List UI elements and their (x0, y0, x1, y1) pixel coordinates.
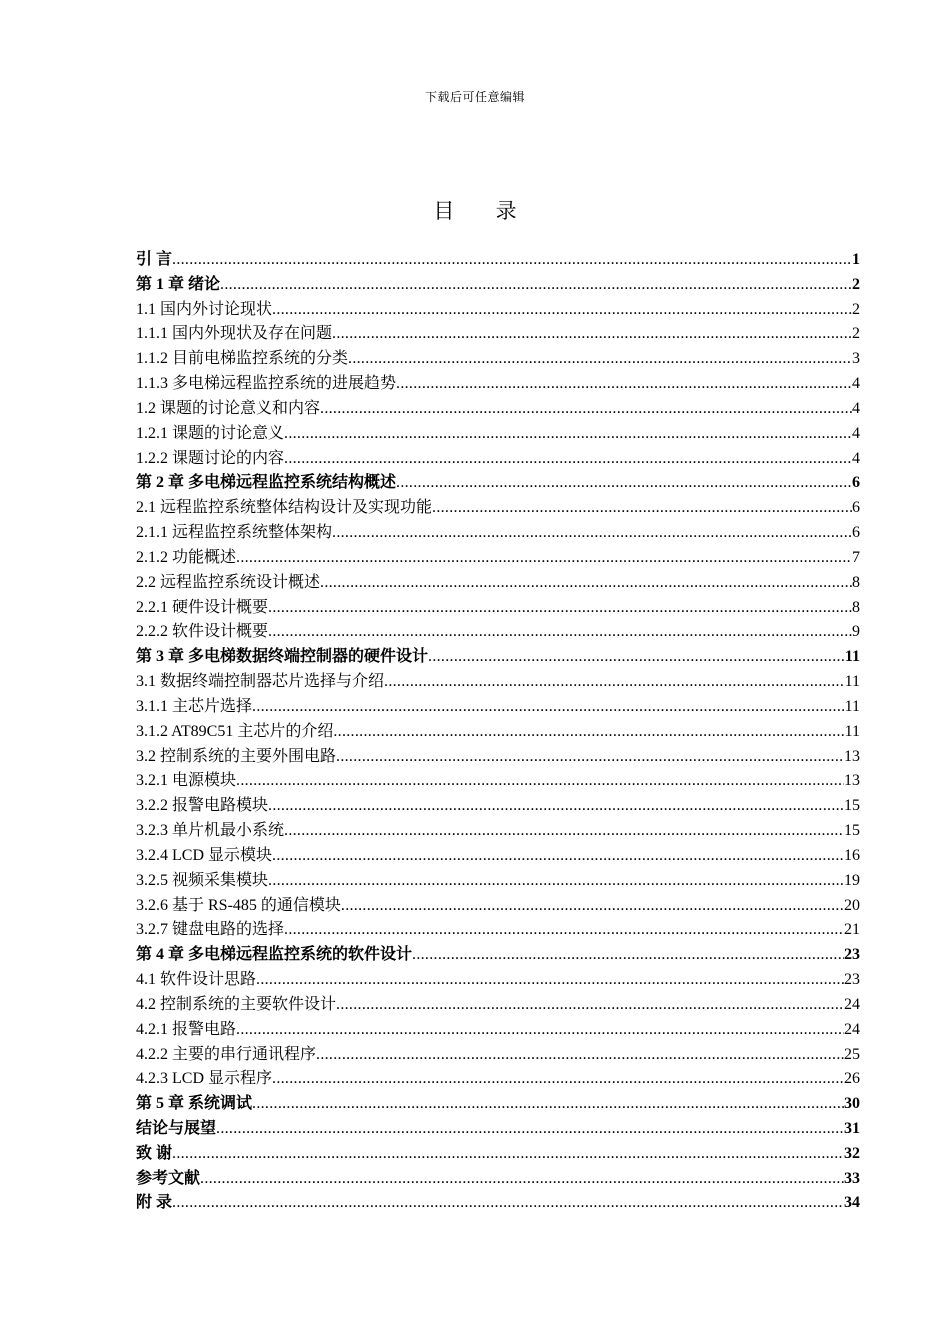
page-title: 目 录 (433, 199, 535, 223)
toc-entry-page-number: 8 (852, 573, 860, 591)
toc-entry-page-number: 4 (852, 424, 860, 442)
toc-entry-page-number: 15 (844, 822, 860, 840)
toc-entry-page-number: 3 (852, 350, 860, 368)
toc-entry-page-number: 25 (844, 1045, 860, 1063)
toc-entry-label: 2.2.1 硬件设计概要 (136, 598, 269, 616)
toc-entry[interactable] (136, 1067, 860, 1092)
toc-entry-label: 2.2.2 软件设计概要 (136, 623, 269, 641)
header-note: 下载后可任意编辑 (424, 90, 525, 104)
toc-entry-label: 1.1 国内外讨论现状 (136, 300, 273, 318)
toc-entry-page-number: 30 (844, 1095, 860, 1113)
toc-entry-label: 1.1.2 目前电梯监控系统的分类 (136, 350, 349, 368)
toc-entry-label: 3.2.3 单片机最小系统 (136, 822, 285, 840)
dot-leader (284, 918, 844, 943)
toc-entry-label: 结论与展望 (136, 1119, 217, 1137)
toc-entry[interactable] (136, 943, 860, 968)
toc-entry-label: 3.2.4 LCD 显示模块 (136, 846, 273, 864)
toc-entry-label: 3.2.1 电源模块 (136, 772, 237, 790)
dot-leader (428, 645, 845, 670)
dot-leader (412, 943, 844, 968)
dot-leader (336, 745, 844, 770)
toc-entry[interactable] (136, 298, 860, 323)
toc-entry-page-number: 6 (852, 524, 860, 542)
toc-entry-page-number: 9 (852, 623, 860, 641)
toc-entry-label: 2.1.1 远程监控系统整体架构 (136, 524, 333, 542)
toc-entry-page-number: 33 (844, 1169, 860, 1187)
toc-entry-page-number: 2 (852, 275, 860, 293)
toc-entry-page-number: 34 (844, 1194, 860, 1212)
toc-entry-label: 3.2.6 基于 RS-485 的通信模块 (136, 896, 341, 914)
table-of-contents (136, 248, 860, 1216)
toc-entry-page-number: 8 (852, 598, 860, 616)
dot-leader (172, 1142, 844, 1167)
dot-leader (268, 794, 844, 819)
dot-leader (268, 869, 844, 894)
toc-entry-label: 参考文献 (136, 1169, 201, 1187)
dot-leader (268, 620, 852, 645)
toc-entry-label: 第 4 章 多电梯远程监控系统的软件设计 (136, 946, 413, 964)
dot-leader (320, 397, 852, 422)
toc-entry-page-number: 16 (844, 846, 860, 864)
toc-entry[interactable] (136, 869, 860, 894)
dot-leader (316, 1043, 844, 1068)
dot-leader (256, 968, 844, 993)
toc-entry[interactable] (136, 794, 860, 819)
toc-entry-page-number: 24 (844, 1020, 860, 1038)
dot-leader (252, 695, 845, 720)
toc-entry[interactable] (136, 347, 860, 372)
toc-entry-page-number: 4 (852, 375, 860, 393)
toc-entry[interactable] (136, 273, 860, 298)
dot-leader (220, 273, 852, 298)
dot-leader (336, 993, 844, 1018)
toc-entry[interactable] (136, 1092, 860, 1117)
toc-entry-page-number: 13 (844, 747, 860, 765)
toc-entry-page-number: 23 (844, 946, 860, 964)
dot-leader (284, 819, 844, 844)
toc-entry-label: 1.2.1 课题的讨论意义 (136, 424, 285, 442)
toc-entry[interactable] (136, 596, 860, 621)
toc-entry-label: 1.2 课题的讨论意义和内容 (136, 399, 321, 417)
toc-entry[interactable] (136, 894, 860, 919)
toc-entry[interactable] (136, 471, 860, 496)
dot-leader (272, 298, 852, 323)
toc-entry[interactable] (136, 695, 860, 720)
toc-entry-label: 4.2.2 主要的串行通讯程序 (136, 1045, 317, 1063)
dot-leader (396, 471, 852, 496)
toc-entry[interactable] (136, 397, 860, 422)
dot-leader (332, 521, 852, 546)
toc-entry-page-number: 2 (852, 300, 860, 318)
dot-leader (172, 248, 852, 273)
toc-entry[interactable] (136, 1117, 860, 1142)
dot-leader (272, 1067, 844, 1092)
toc-entry[interactable] (136, 372, 860, 397)
dot-leader (320, 571, 852, 596)
dot-leader (396, 372, 852, 397)
toc-entry-label: 1.2.2 课题讨论的内容 (136, 449, 285, 467)
toc-entry-label: 引 言 (136, 251, 173, 268)
toc-entry-label: 3.1.1 主芯片选择 (136, 697, 253, 715)
toc-entry-label: 第 5 章 系统调试 (136, 1095, 253, 1113)
toc-entry[interactable] (136, 447, 860, 472)
toc-entry-page-number: 19 (844, 871, 860, 889)
toc-entry[interactable] (136, 571, 860, 596)
dot-leader (252, 1092, 844, 1117)
toc-entry-page-number: 23 (844, 971, 860, 989)
toc-entry-page-number: 26 (844, 1070, 860, 1088)
dot-leader (341, 894, 844, 919)
toc-entry-label: 致 谢 (136, 1144, 173, 1162)
toc-entry-label: 第 1 章 绪论 (136, 275, 221, 293)
dot-leader (284, 447, 852, 472)
dot-leader (332, 322, 852, 347)
toc-entry-page-number: 11 (844, 722, 860, 740)
toc-entry-page-number: 6 (852, 474, 860, 492)
toc-entry-label: 3.2.7 键盘电路的选择 (136, 921, 285, 939)
toc-entry[interactable] (136, 993, 860, 1018)
toc-entry[interactable] (136, 546, 860, 571)
toc-entry-page-number: 32 (844, 1144, 860, 1162)
dot-leader (272, 844, 844, 869)
toc-entry[interactable] (136, 422, 860, 447)
toc-entry-label: 2.1 远程监控系统整体结构设计及实现功能 (136, 499, 433, 517)
toc-entry-page-number: 24 (844, 995, 860, 1013)
toc-entry[interactable] (136, 620, 860, 645)
toc-entry[interactable] (136, 248, 860, 273)
toc-entry-label: 第 3 章 多电梯数据终端控制器的硬件设计 (136, 648, 429, 666)
dot-leader (268, 596, 852, 621)
toc-entry-page-number: 7 (852, 548, 860, 566)
toc-entry[interactable] (136, 1043, 860, 1068)
toc-entry-label: 4.2 控制系统的主要软件设计 (136, 995, 337, 1013)
toc-entry-label: 4.2.1 报警电路 (136, 1020, 237, 1038)
toc-entry-page-number: 31 (844, 1119, 860, 1137)
toc-entry[interactable] (136, 1018, 860, 1043)
toc-entry-label: 附 录 (136, 1194, 173, 1212)
toc-entry-page-number: 2 (852, 325, 860, 343)
dot-leader (333, 720, 844, 745)
toc-entry[interactable] (136, 496, 860, 521)
toc-entry[interactable] (136, 670, 860, 695)
dot-leader (348, 347, 852, 372)
toc-entry-page-number: 11 (844, 697, 860, 715)
dot-leader (236, 546, 852, 571)
dot-leader (172, 1191, 844, 1216)
toc-entry-label: 4.2.3 LCD 显示程序 (136, 1070, 273, 1088)
toc-entry[interactable] (136, 1191, 860, 1216)
toc-entry-label: 3.2 控制系统的主要外围电路 (136, 747, 337, 765)
toc-entry-page-number: 20 (844, 896, 860, 914)
dot-leader (200, 1167, 844, 1192)
toc-entry-label: 3.1.2 AT89C51 主芯片的介绍 (136, 722, 334, 740)
toc-entry-label: 4.1 软件设计思路 (136, 971, 257, 989)
dot-leader (236, 769, 844, 794)
toc-entry[interactable] (136, 1167, 860, 1192)
toc-entry-page-number: 4 (852, 449, 860, 467)
toc-entry-label: 2.1.2 功能概述 (136, 548, 237, 566)
toc-entry-page-number: 13 (844, 772, 860, 790)
toc-entry[interactable] (136, 1142, 860, 1167)
toc-entry-label: 3.2.2 报警电路模块 (136, 797, 269, 815)
toc-entry[interactable] (136, 819, 860, 844)
toc-entry[interactable] (136, 918, 860, 943)
toc-entry[interactable] (136, 322, 860, 347)
toc-entry[interactable] (136, 745, 860, 770)
toc-entry-page-number: 15 (844, 797, 860, 815)
toc-entry-page-number: 1 (852, 251, 860, 268)
toc-entry-page-number: 6 (852, 499, 860, 517)
dot-leader (236, 1018, 844, 1043)
toc-entry[interactable] (136, 844, 860, 869)
dot-leader (432, 496, 852, 521)
toc-entry[interactable] (136, 769, 860, 794)
toc-entry[interactable] (136, 521, 860, 546)
toc-entry[interactable] (136, 720, 860, 745)
toc-entry-label: 2.2 远程监控系统设计概述 (136, 573, 321, 591)
toc-entry-label: 1.1.1 国内外现状及存在问题 (136, 325, 333, 343)
toc-entry-page-number: 11 (844, 648, 860, 666)
toc-entry-label: 3.1 数据终端控制器芯片选择与介绍 (136, 673, 385, 691)
toc-entry-label: 3.2.5 视频采集模块 (136, 871, 269, 889)
toc-entry[interactable] (136, 968, 860, 993)
toc-entry-label: 1.1.3 多电梯远程监控系统的进展趋势 (136, 375, 397, 393)
toc-entry[interactable] (136, 645, 860, 670)
dot-leader (284, 422, 852, 447)
toc-entry-label: 第 2 章 多电梯远程监控系统结构概述 (136, 474, 397, 492)
dot-leader (384, 670, 845, 695)
dot-leader (216, 1117, 844, 1142)
toc-entry-page-number: 11 (844, 673, 860, 691)
toc-entry-page-number: 21 (844, 921, 860, 939)
toc-entry-page-number: 4 (852, 399, 860, 417)
